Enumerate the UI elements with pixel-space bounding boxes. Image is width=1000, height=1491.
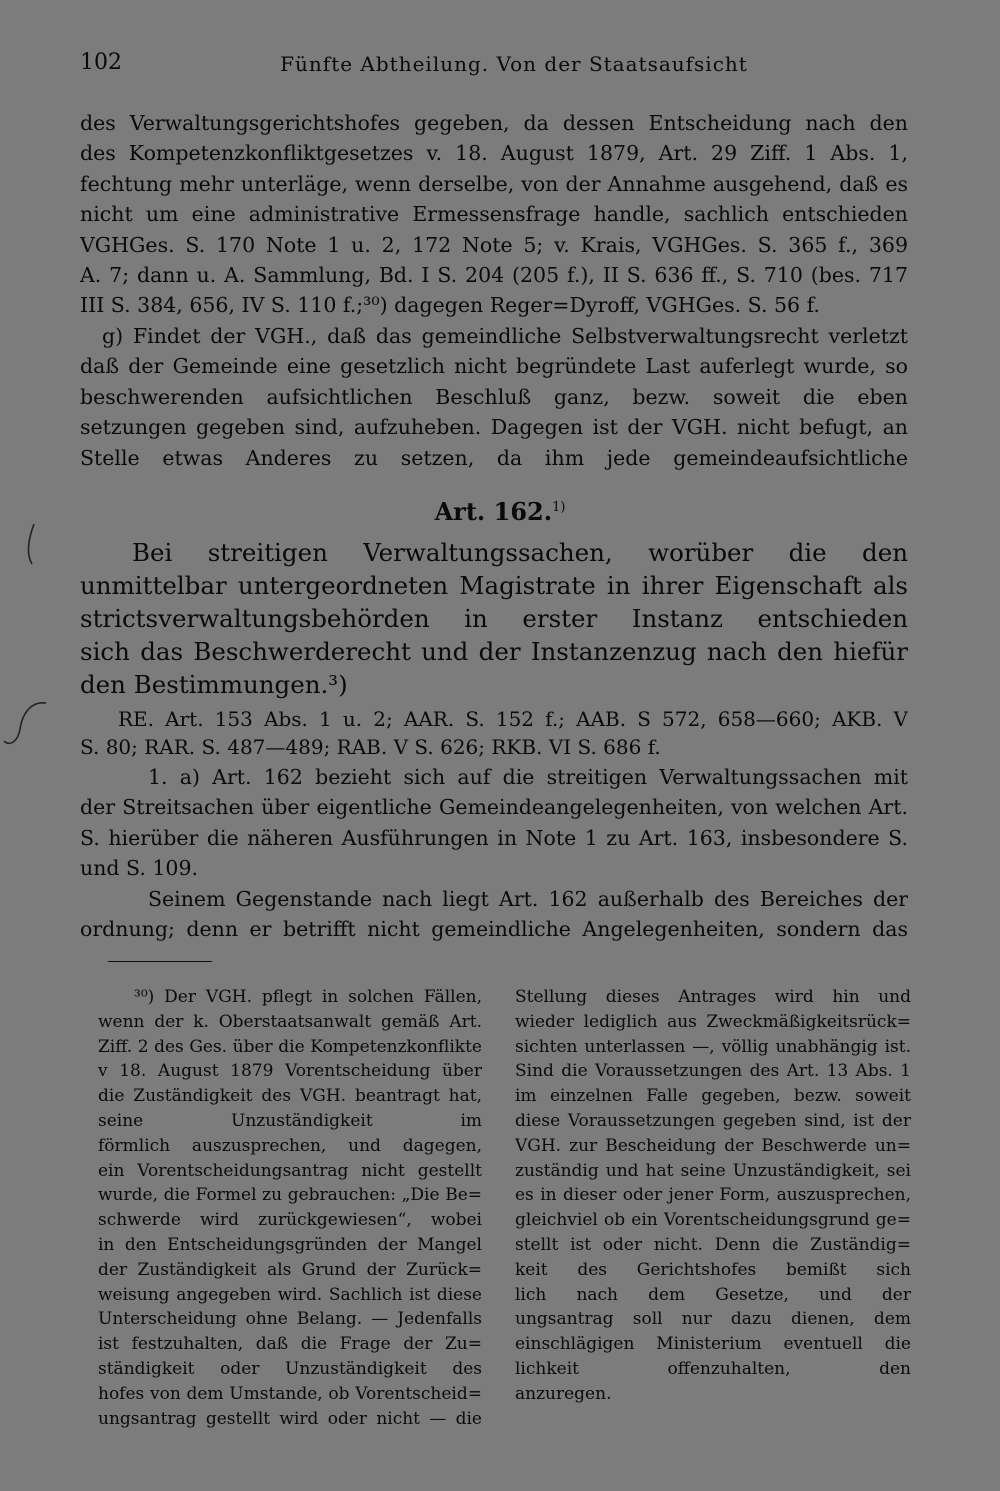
text-line: A. 7; dann u. A. Sammlung, Bd. I S. 204 (205 f.), II S. 636 ff., S. 710 (bes. 717: [80, 262, 908, 287]
footnote-line: VGH. zur Bescheidung der Beschwerde un=: [515, 1135, 911, 1156]
text-line: setzungen gegeben sind, aufzuheben. Dagegen ist der VGH. nicht befugt, an: [80, 415, 908, 440]
intro-paragraph: [80, 108, 908, 321]
page-header: [80, 50, 908, 86]
footnote-line: es in dieser oder jener Form, auszusprechen,: [515, 1185, 911, 1206]
footnote-line: Unterscheidung ohne Belang. — Jedenfalls: [98, 1309, 482, 1330]
footnote-line: wurde, die Formel zu gebrauchen: „Die Be=: [98, 1185, 482, 1206]
footnote-line: v 18. August 1879 Vorentscheidung über: [98, 1061, 482, 1082]
footnote-line: weisung angegeben wird. Sachlich ist diese: [98, 1284, 482, 1305]
footnote-line: ständigkeit oder Unzuständigkeit des: [98, 1358, 482, 1379]
text-line: beschwerenden aufsichtlichen Beschluß ganz, bezw. soweit die eben: [80, 384, 908, 409]
footnote-line: ein Vorentscheidungsantrag nicht gestellt: [98, 1160, 482, 1181]
text-line: 1. a) Art. 162 bezieht sich auf die streitigen Verwaltungssachen mit: [148, 765, 908, 789]
footnote-line: ungsantrag soll nur dazu dienen, dem: [515, 1309, 911, 1330]
footnote-line: die Zuständigkeit des VGH. beantragt hat,: [98, 1086, 482, 1107]
footnote-line: der Zuständigkeit als Grund der Zurück=: [98, 1259, 482, 1280]
footnote-line: einschlägigen Ministerium eventuell die: [515, 1334, 911, 1355]
footnote-line: ungsantrag gestellt wird oder nicht — die: [98, 1408, 482, 1429]
text-line: Stelle etwas Anderes zu setzen, da ihm jede gemeindeaufsichtliche: [80, 445, 908, 470]
page-number: 102: [80, 50, 122, 75]
footnote-line: zuständig und hat seine Unzuständigkeit, sei: [515, 1160, 911, 1181]
reference-line: S. 80; RAR. S. 487—489; RAB. V S. 626; RKB. VI S. 686 f.: [80, 735, 661, 759]
footnote-line: ist festzuhalten, daß die Frage der Zu=: [98, 1334, 482, 1355]
footnote-line: stellt ist oder nicht. Denn die Zuständig=: [515, 1234, 911, 1255]
footnote-line: lich nach dem Gesetze, und der: [515, 1284, 911, 1305]
footnote-line: schwerde wird zurückgewiesen“, wobei: [98, 1210, 482, 1231]
text-line: S. hierüber die näheren Ausführungen in Note 1 zu Art. 163, insbesondere S.: [80, 825, 908, 850]
commentary: [80, 762, 908, 944]
law-line: strictsverwaltungsbehörden in erster Instanz entschieden: [80, 604, 908, 633]
pencil-bracket-icon: [0, 695, 50, 755]
text-line: nicht um eine administrative Ermessensfrage handle, sachlich entschieden: [80, 202, 908, 227]
text-line: g) Findet der VGH., daß das gemeindliche Selbstverwaltungsrecht verletzt: [102, 324, 908, 348]
article-heading: [0, 497, 1000, 526]
footnote-line: Ziff. 2 des Ges. über die Kompetenzkonflikte: [98, 1036, 482, 1057]
footnote-divider: [108, 961, 212, 962]
text-line: des Kompetenzkonfliktgesetzes v. 18. August 1879, Art. 29 Ziff. 1 Abs. 1,: [80, 141, 908, 166]
footnote-line: seine Unzuständigkeit im: [98, 1110, 482, 1131]
footnote-line: wieder lediglich aus Zweckmäßigkeitsrück=: [515, 1011, 911, 1032]
law-line: den Bestimmungen.³): [80, 670, 348, 699]
law-line: unmittelbar untergeordneten Magistrate in ihrer Eigenschaft als: [80, 571, 908, 600]
footnote-line: gleichviel ob ein Vorentscheidungsgrund ge=: [515, 1210, 911, 1231]
footnote-line: förmlich auszusprechen, und dagegen,: [98, 1135, 482, 1156]
footnote-line: anzuregen.: [515, 1383, 612, 1404]
footnote-line: ³⁰) Der VGH. pflegt in solchen Fällen,: [134, 987, 482, 1007]
footnote-line: wenn der k. Oberstaatsanwalt gemäß Art.: [98, 1011, 482, 1032]
footnote-column-right: [515, 985, 911, 1407]
text-line: III S. 384, 656, IV S. 110 f.;³⁰) dagegen Reger=Dyroff, VGHGes. S. 56 f.: [80, 293, 820, 318]
footnote-line: Stellung dieses Antrages wird hin und: [515, 987, 911, 1007]
text-line: daß der Gemeinde eine gesetzlich nicht begründete Last auferlegt wurde, so: [80, 354, 908, 379]
running-head: Fünfte Abtheilung. Von der Staatsaufsicht: [280, 52, 748, 76]
law-text: [80, 536, 908, 701]
paragraph-g: [80, 321, 908, 473]
pencil-mark-icon: [14, 520, 44, 570]
article-title: Art. 162.: [434, 497, 553, 526]
text-line: und S. 109.: [80, 856, 199, 881]
text-line: des Verwaltungsgerichtshofes gegeben, da dessen Entscheidung nach den: [80, 111, 908, 135]
law-line: Bei streitigen Verwaltungssachen, worüber die den: [132, 538, 908, 567]
footnote-line: in den Entscheidungsgründen der Mangel: [98, 1234, 482, 1255]
footnote-line: sichten unterlassen —, völlig unabhängig ist.: [515, 1036, 911, 1057]
text-line: VGHGes. S. 170 Note 1 u. 2, 172 Note 5; v. Krais, VGHGes. S. 365 f., 369: [80, 232, 908, 257]
footnote-line: keit des Gerichtshofes bemißt sich: [515, 1259, 911, 1280]
text-line: der Streitsachen über eigentliche Gemeindeangelegenheiten, von welchen Art.: [80, 795, 908, 820]
footnote-line: hofes von dem Umstande, ob Vorentscheid=: [98, 1383, 482, 1404]
text-line: fechtung mehr unterläge, wenn derselbe, von der Annahme ausgehend, daß es: [80, 171, 908, 196]
law-line: sich das Beschwerderecht und der Instanzenzug nach den hiefür: [80, 637, 908, 666]
footnote-line: diese Voraussetzungen gegeben sind, ist der: [515, 1110, 911, 1131]
text-line: ordnung; denn er betrifft nicht gemeindliche Angelegenheiten, sondern das: [80, 916, 908, 941]
references: [80, 705, 908, 761]
text-line: Seinem Gegenstande nach liegt Art. 162 außerhalb des Bereiches der: [148, 886, 908, 911]
footnote-column-left: [98, 985, 482, 1431]
footnote-line: Sind die Voraussetzungen des Art. 13 Abs. 1: [515, 1061, 911, 1082]
footnote-line: im einzelnen Falle gegeben, bezw. soweit: [515, 1086, 911, 1107]
article-title-note: 1): [552, 500, 566, 515]
footnote-line: lichkeit offenzuhalten, den: [515, 1358, 911, 1379]
reference-line: RE. Art. 153 Abs. 1 u. 2; AAR. S. 152 f.; AAB. S 572, 658—660; AKB. V: [118, 707, 908, 731]
